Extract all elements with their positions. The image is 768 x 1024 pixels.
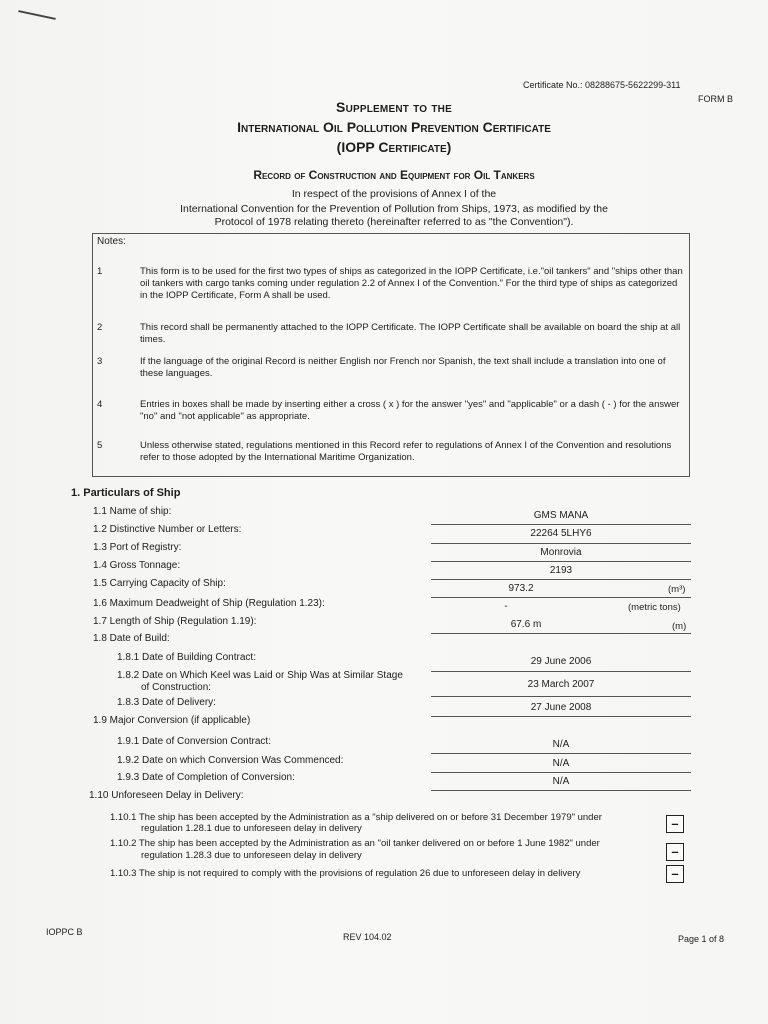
field-value: GMS MANA (533, 510, 589, 521)
underline (431, 597, 691, 598)
field-unit: (m³) (668, 584, 686, 595)
underline (431, 696, 691, 697)
underline (431, 579, 691, 580)
delay-checkbox[interactable]: – (666, 843, 684, 861)
note-text: Unless otherwise stated, regulations mentioned in this Record refer to regulations of Annex I of the Convention and resolutions refer to those adopted by the International Maritime Organization. (140, 440, 672, 463)
note-text: Entries in boxes shall be made by inserting either a cross ( x ) for the answer "yes" and "applicable" or a dash ( - ) for the answer "no" and "not applicable" as appropriate. (140, 399, 680, 422)
intro-line-2: International Convention for the Prevention of Pollution from Ships, 1973, as modified by the (180, 203, 608, 215)
field-label: 1.9.1 Date of Conversion Contract: (117, 736, 271, 747)
field-label: 1.2 Distinctive Number or Letters: (93, 524, 242, 535)
title-line-2: International Oil Pollution Prevention Certificate (237, 119, 551, 135)
field-label: 1.1 Name of ship: (93, 506, 172, 517)
delay-item-text-continued: regulation 1.28.3 due to unforeseen delay in delivery (141, 850, 362, 861)
field-label: 1.9.2 Date on which Conversion Was Commenced: (117, 755, 344, 766)
field-value: 973.2 (508, 583, 534, 594)
field-value: N/A (552, 776, 570, 787)
field-label: 1.8.1 Date of Building Contract: (117, 652, 256, 663)
note-number: 4 (97, 399, 103, 410)
record-subtitle: Record of Construction and Equipment for Oil Tankers (253, 168, 535, 182)
underline (431, 790, 691, 791)
field-label: 1.7 Length of Ship (Regulation 1.19): (93, 616, 257, 627)
underline (431, 543, 691, 544)
field-label: 1.9.3 Date of Completion of Conversion: (117, 772, 295, 783)
underline (431, 633, 691, 634)
note-number: 3 (97, 356, 103, 367)
field-value: 23 March 2007 (527, 679, 595, 690)
delay-checkbox[interactable]: – (666, 815, 684, 833)
field-value: 29 June 2006 (530, 656, 592, 667)
field-label: 1.8 Date of Build: (93, 633, 170, 644)
field-value: Monrovia (540, 547, 582, 558)
field-unit: (metric tons) (628, 602, 681, 613)
note-number: 5 (97, 440, 103, 451)
title-line-1: Supplement to the (336, 99, 452, 115)
field-value: N/A (552, 739, 570, 750)
delay-item-text: 1.10.2 The ship has been accepted by the Administration as an "oil tanker delivered on or before 1 June 1982" under (110, 838, 600, 849)
footer-revision: REV 104.02 (343, 932, 392, 942)
field-label: 1.10 Unforeseen Delay in Delivery: (89, 790, 244, 801)
footer-form-code: IOPPC B (46, 927, 83, 937)
underline (431, 524, 691, 525)
field-value: 22264 5LHY6 (530, 528, 592, 539)
underline (431, 671, 691, 672)
underline (431, 753, 691, 754)
section-heading: 1. Particulars of Ship (71, 487, 181, 499)
underline (431, 716, 691, 717)
title-line-3: (IOPP Certificate) (336, 139, 452, 155)
form-label: FORM B (698, 94, 733, 104)
delay-item-text: 1.10.3 The ship is not required to comply with the provisions of regulation 26 due to unforeseen delay in delivery (110, 868, 581, 879)
delay-checkbox[interactable]: – (666, 865, 684, 883)
note-number: 1 (97, 266, 103, 277)
certificate-number: Certificate No.: 08288675-5622299-311 (523, 80, 681, 90)
underline (431, 561, 691, 562)
field-label: 1.9 Major Conversion (if applicable) (93, 715, 251, 726)
note-text: This record shall be permanently attached to the IOPP Certificate. The IOPP Certificate shall be available on board the ship at all times. (140, 322, 681, 345)
field-unit: (m) (672, 621, 687, 632)
field-value: 27 June 2008 (530, 702, 592, 713)
note-number: 2 (97, 322, 103, 333)
field-label: 1.4 Gross Tonnage: (93, 560, 181, 571)
field-value: 2193 (549, 565, 573, 576)
note-text: This form is to be used for the first two types of ships as categorized in the IOPP Certificate, i.e."oil tankers" and "ships other than oil tankers with cargo tanks coming under regulation 2.2 of Annex I of the Convention." For the third type of ships as categorized in the IOPP Certificate, Form A shall be used. (140, 266, 683, 301)
footer-page-number: Page 1 of 8 (678, 934, 725, 944)
intro-line-1: In respect of the provisions of Annex I of the (291, 188, 497, 200)
field-label: 1.5 Carrying Capacity of Ship: (93, 578, 226, 589)
field-label-continued: of Construction: (141, 682, 212, 693)
underline (431, 772, 691, 773)
delay-item-text-continued: regulation 1.28.1 due to unforeseen delay in delivery (141, 823, 362, 834)
field-label: 1.6 Maximum Deadweight of Ship (Regulation 1.23): (93, 598, 325, 609)
field-label: 1.8.2 Date on Which Keel was Laid or Ship Was at Similar Stage (117, 670, 403, 681)
notes-box (92, 233, 690, 477)
delay-item-text: 1.10.1 The ship has been accepted by the Administration as a "ship delivered on or before 31 December 1979" under (110, 812, 602, 823)
field-label: 1.3 Port of Registry: (93, 542, 182, 553)
field-label: 1.8.3 Date of Delivery: (117, 697, 216, 708)
field-value: - (504, 601, 508, 612)
scan-mark (18, 10, 56, 20)
field-value: N/A (552, 758, 570, 769)
notes-title: Notes: (97, 236, 126, 247)
field-value: 67.6 m (510, 619, 542, 630)
note-text: If the language of the original Record is neither English nor French nor Spanish, the text shall include a translation into one of these languages. (140, 356, 666, 379)
intro-line-3: Protocol of 1978 relating thereto (hereinafter referred to as "the Convention"). (214, 216, 574, 228)
